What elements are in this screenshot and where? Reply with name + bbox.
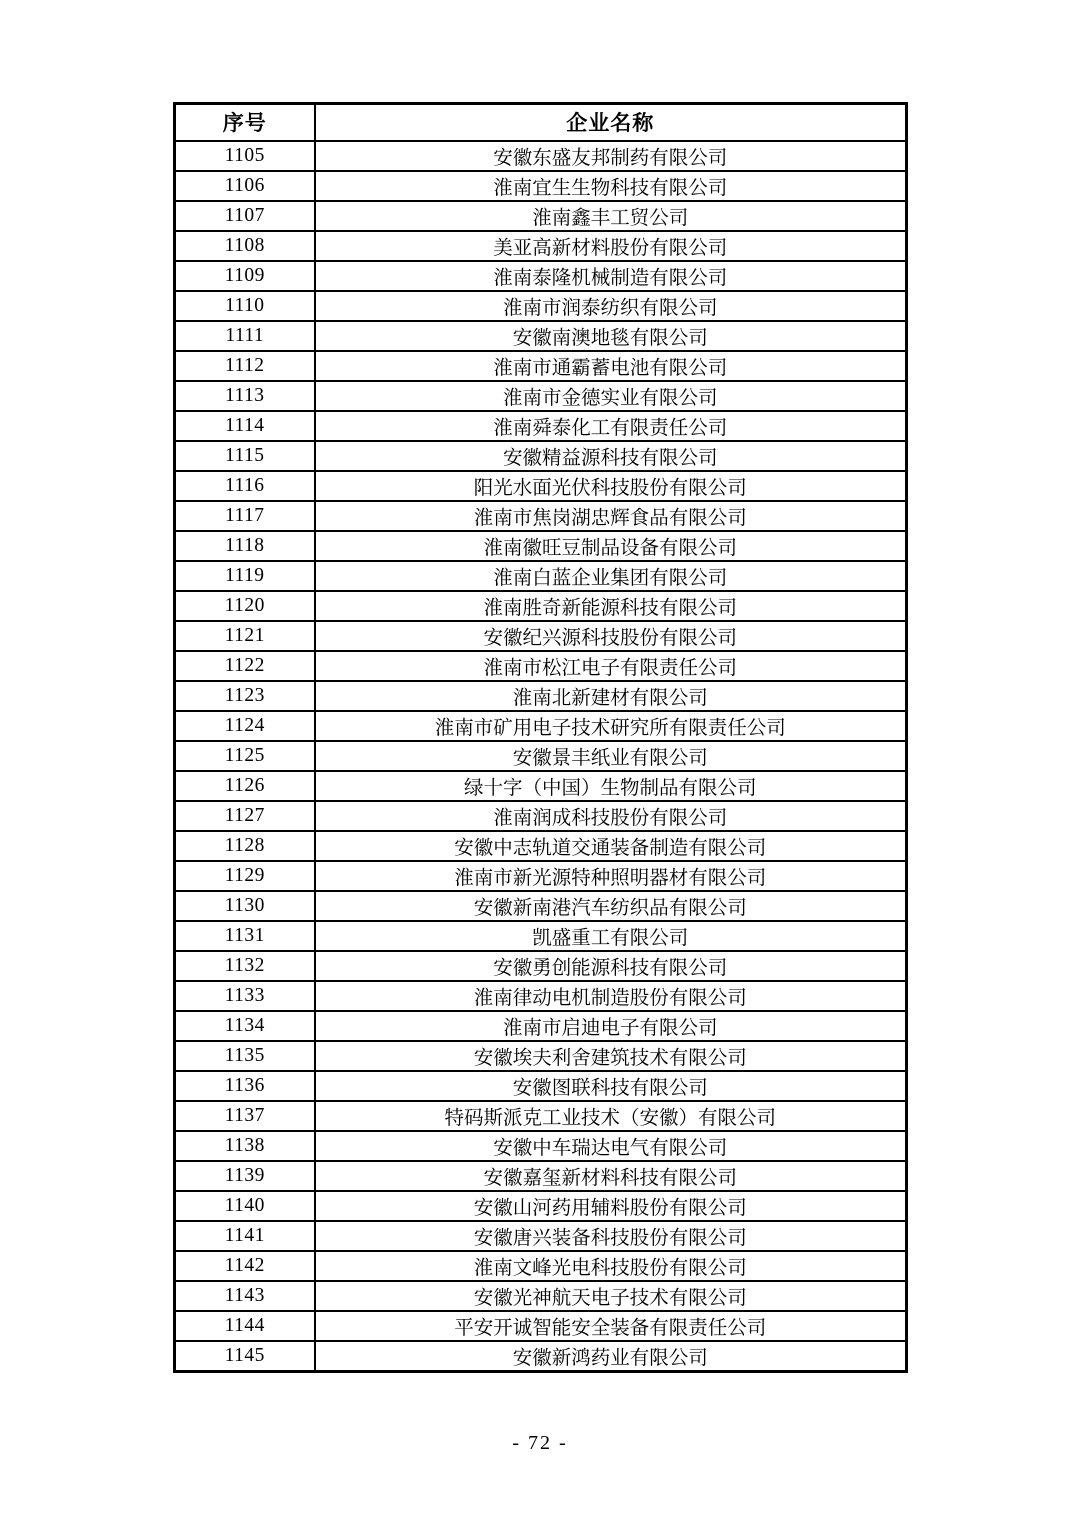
serial-cell: 1145 <box>175 1341 315 1372</box>
serial-cell: 1122 <box>175 651 315 681</box>
table-row <box>175 531 907 561</box>
company-name-cell: 淮南市新光源特种照明器材有限公司 <box>315 861 907 891</box>
serial-cell: 1118 <box>175 531 315 561</box>
company-name-cell: 平安开诚智能安全装备有限责任公司 <box>315 1311 907 1341</box>
company-name-cell: 淮南鑫丰工贸公司 <box>315 201 907 231</box>
company-name-cell: 安徽唐兴装备科技股份有限公司 <box>315 1221 907 1251</box>
table-row <box>175 831 907 861</box>
serial-cell: 1117 <box>175 501 315 531</box>
serial-cell: 1127 <box>175 801 315 831</box>
serial-cell: 1116 <box>175 471 315 501</box>
table-row <box>175 1251 907 1281</box>
serial-cell: 1114 <box>175 411 315 441</box>
company-name-cell: 凯盛重工有限公司 <box>315 921 907 951</box>
serial-cell: 1108 <box>175 231 315 261</box>
serial-cell: 1136 <box>175 1071 315 1101</box>
company-name-cell: 安徽中志轨道交通装备制造有限公司 <box>315 831 907 861</box>
company-name-cell: 淮南市焦岗湖忠辉食品有限公司 <box>315 501 907 531</box>
serial-cell: 1130 <box>175 891 315 921</box>
serial-cell: 1140 <box>175 1191 315 1221</box>
serial-cell: 1131 <box>175 921 315 951</box>
company-name-cell: 淮南白蓝企业集团有限公司 <box>315 561 907 591</box>
table-row <box>175 441 907 471</box>
table-row <box>175 1341 907 1372</box>
table-row <box>175 711 907 741</box>
table-row <box>175 1281 907 1311</box>
serial-cell: 1112 <box>175 351 315 381</box>
company-name-cell: 淮南市通霸蓄电池有限公司 <box>315 351 907 381</box>
company-name-cell: 安徽光神航天电子技术有限公司 <box>315 1281 907 1311</box>
company-name-cell: 淮南宜生生物科技有限公司 <box>315 171 907 201</box>
serial-cell: 1109 <box>175 261 315 291</box>
serial-cell: 1134 <box>175 1011 315 1041</box>
company-name-cell: 淮南润成科技股份有限公司 <box>315 801 907 831</box>
serial-cell: 1121 <box>175 621 315 651</box>
table-row <box>175 1161 907 1191</box>
table-row <box>175 981 907 1011</box>
company-name-cell: 阳光水面光伏科技股份有限公司 <box>315 471 907 501</box>
table-row <box>175 1071 907 1101</box>
table-row <box>175 1011 907 1041</box>
serial-cell: 1144 <box>175 1311 315 1341</box>
serial-cell: 1120 <box>175 591 315 621</box>
company-name-cell: 安徽图联科技有限公司 <box>315 1071 907 1101</box>
company-table-body <box>175 141 907 1372</box>
header-row <box>175 104 907 141</box>
serial-cell: 1142 <box>175 1251 315 1281</box>
column-header-company-name: 企业名称 <box>315 104 907 141</box>
company-name-cell: 淮南北新建材有限公司 <box>315 681 907 711</box>
company-name-cell: 安徽中车瑞达电气有限公司 <box>315 1131 907 1161</box>
company-table-header <box>175 104 907 141</box>
company-name-cell: 安徽纪兴源科技股份有限公司 <box>315 621 907 651</box>
serial-cell: 1126 <box>175 771 315 801</box>
company-name-cell: 安徽嘉玺新材料科技有限公司 <box>315 1161 907 1191</box>
company-table <box>173 102 908 1373</box>
serial-cell: 1138 <box>175 1131 315 1161</box>
company-name-cell: 安徽东盛友邦制药有限公司 <box>315 141 907 171</box>
company-name-cell: 特码斯派克工业技术（安徽）有限公司 <box>315 1101 907 1131</box>
table-row <box>175 591 907 621</box>
company-name-cell: 安徽南澳地毯有限公司 <box>315 321 907 351</box>
company-name-cell: 安徽山河药用辅料股份有限公司 <box>315 1191 907 1221</box>
table-row <box>175 321 907 351</box>
company-name-cell: 淮南市金德实业有限公司 <box>315 381 907 411</box>
serial-cell: 1128 <box>175 831 315 861</box>
company-name-cell: 安徽新鸿药业有限公司 <box>315 1341 907 1372</box>
serial-cell: 1105 <box>175 141 315 171</box>
table-row <box>175 1311 907 1341</box>
company-name-cell: 淮南文峰光电科技股份有限公司 <box>315 1251 907 1281</box>
table-row <box>175 621 907 651</box>
table-row <box>175 231 907 261</box>
company-name-cell: 淮南舜泰化工有限责任公司 <box>315 411 907 441</box>
table-row <box>175 1041 907 1071</box>
company-name-cell: 淮南律动电机制造股份有限公司 <box>315 981 907 1011</box>
serial-cell: 1129 <box>175 861 315 891</box>
table-row <box>175 861 907 891</box>
company-name-cell: 安徽埃夫利舍建筑技术有限公司 <box>315 1041 907 1071</box>
serial-cell: 1143 <box>175 1281 315 1311</box>
company-name-cell: 淮南胜奇新能源科技有限公司 <box>315 591 907 621</box>
table-row <box>175 561 907 591</box>
table-row <box>175 351 907 381</box>
serial-cell: 1113 <box>175 381 315 411</box>
company-name-cell: 安徽景丰纸业有限公司 <box>315 741 907 771</box>
serial-cell: 1110 <box>175 291 315 321</box>
company-name-cell: 淮南市矿用电子技术研究所有限责任公司 <box>315 711 907 741</box>
table-row <box>175 741 907 771</box>
table-row <box>175 1191 907 1221</box>
serial-cell: 1133 <box>175 981 315 1011</box>
serial-cell: 1124 <box>175 711 315 741</box>
table-row <box>175 501 907 531</box>
table-row <box>175 1131 907 1161</box>
table-row <box>175 801 907 831</box>
company-name-cell: 淮南徽旺豆制品设备有限公司 <box>315 531 907 561</box>
table-row <box>175 1101 907 1131</box>
company-name-cell: 淮南泰隆机械制造有限公司 <box>315 261 907 291</box>
table-row <box>175 771 907 801</box>
table-row <box>175 171 907 201</box>
table-row <box>175 681 907 711</box>
serial-cell: 1111 <box>175 321 315 351</box>
table-row <box>175 201 907 231</box>
table-row <box>175 951 907 981</box>
page-number: - 72 - <box>512 1432 568 1454</box>
serial-cell: 1107 <box>175 201 315 231</box>
serial-cell: 1141 <box>175 1221 315 1251</box>
serial-cell: 1119 <box>175 561 315 591</box>
serial-cell: 1137 <box>175 1101 315 1131</box>
company-name-cell: 安徽勇创能源科技有限公司 <box>315 951 907 981</box>
table-row <box>175 1221 907 1251</box>
table-row <box>175 921 907 951</box>
serial-cell: 1115 <box>175 441 315 471</box>
serial-cell: 1135 <box>175 1041 315 1071</box>
table-row <box>175 411 907 441</box>
table-row <box>175 261 907 291</box>
company-name-cell: 安徽精益源科技有限公司 <box>315 441 907 471</box>
serial-cell: 1123 <box>175 681 315 711</box>
serial-cell: 1125 <box>175 741 315 771</box>
company-name-cell: 绿十字（中国）生物制品有限公司 <box>315 771 907 801</box>
company-name-cell: 淮南市松江电子有限责任公司 <box>315 651 907 681</box>
column-header-serial: 序号 <box>175 104 315 141</box>
serial-cell: 1106 <box>175 171 315 201</box>
company-name-cell: 淮南市启迪电子有限公司 <box>315 1011 907 1041</box>
table-row <box>175 381 907 411</box>
table-row <box>175 291 907 321</box>
table-row <box>175 471 907 501</box>
table-row <box>175 891 907 921</box>
table-row <box>175 651 907 681</box>
company-name-cell: 安徽新南港汽车纺织品有限公司 <box>315 891 907 921</box>
serial-cell: 1139 <box>175 1161 315 1191</box>
serial-cell: 1132 <box>175 951 315 981</box>
company-name-cell: 美亚高新材料股份有限公司 <box>315 231 907 261</box>
company-name-cell: 淮南市润泰纺织有限公司 <box>315 291 907 321</box>
table-row <box>175 141 907 171</box>
